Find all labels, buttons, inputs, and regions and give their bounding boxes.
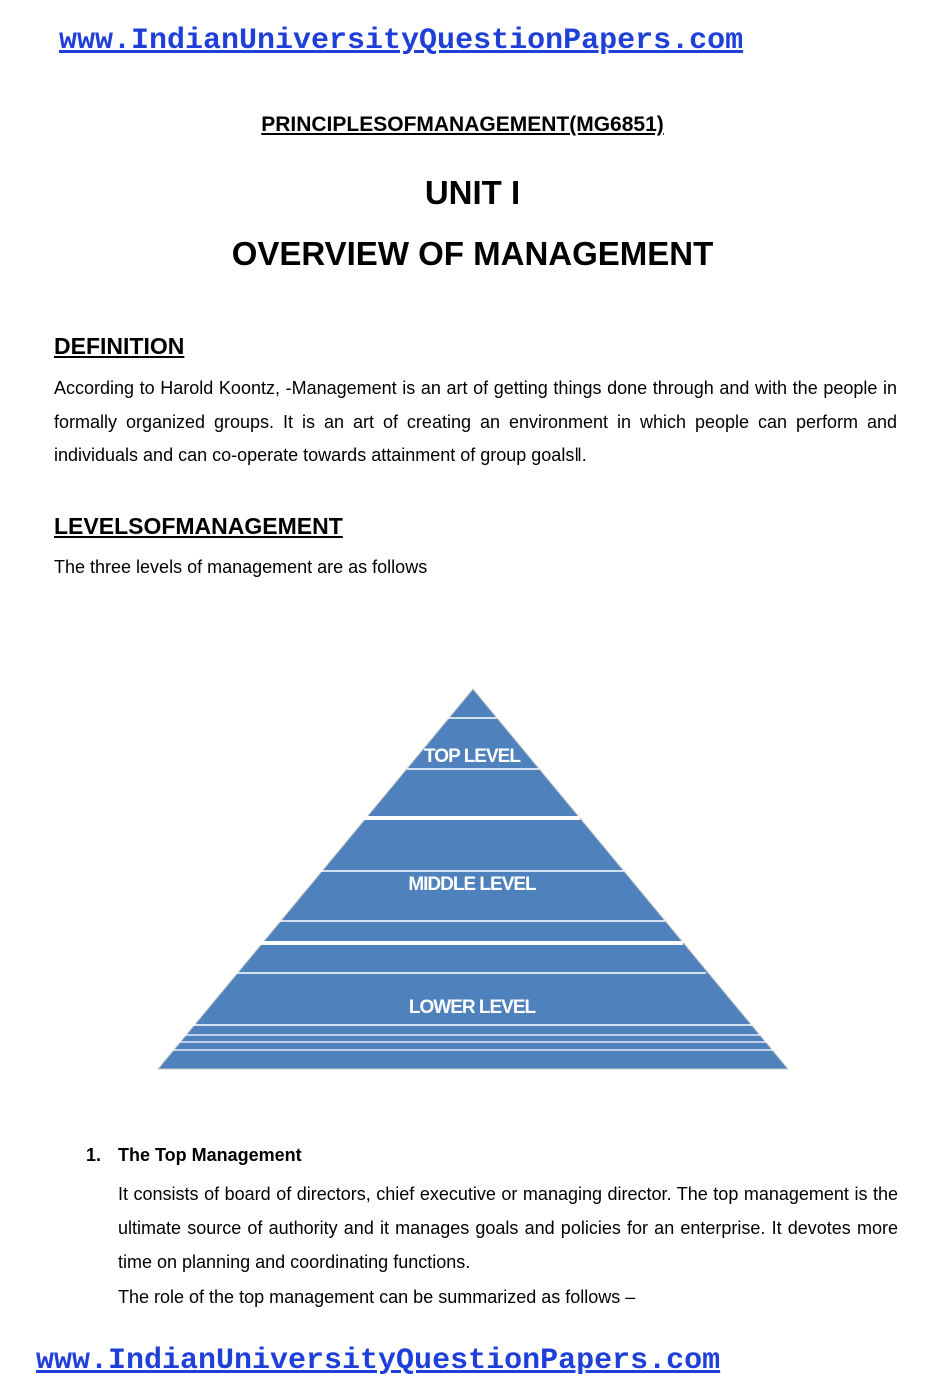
course-title: PRINCIPLESOFMANAGEMENT(MG6851) <box>261 113 664 136</box>
levels-heading: LEVELSOFMANAGEMENT <box>54 513 343 539</box>
watermark-bottom[interactable]: www.IndianUniversityQuestionPapers.com <box>36 1344 721 1378</box>
list-item-body: It consists of board of directors, chief executive or managing director. The top management is the ultimate source of authority and it manages goals and policies for an enterprise. It devotes more time on planning and coordinating functions. <box>118 1184 898 1272</box>
watermark-top[interactable]: www.IndianUniversityQuestionPapers.com <box>59 24 744 58</box>
list-item-role: The role of the top management can be summarized as follows – <box>118 1287 636 1307</box>
pyramid-label-middle: MIDDLE LEVEL <box>408 874 536 895</box>
unit-title: OVERVIEW OF MANAGEMENT <box>231 235 714 272</box>
list-item-number: 1. <box>86 1145 102 1165</box>
list-item-title <box>86 1145 302 1166</box>
pyramid-label-lower: LOWER LEVEL <box>408 997 536 1018</box>
definition-text: According to Harold Koontz, -Management is an art of getting things done through and with the people in formally organized groups. It is an art of creating an environment in which people can perform and individuals and can co-operate towards attainment of group goals‖. <box>54 378 897 465</box>
definition-heading: DEFINITION <box>54 333 185 359</box>
levels-intro: The three levels of management are as follows <box>54 557 428 577</box>
list-item-title-text: The Top Management <box>118 1145 302 1165</box>
unit-heading: UNIT I <box>424 174 521 211</box>
pyramid-label-top: TOP LEVEL <box>424 746 520 767</box>
